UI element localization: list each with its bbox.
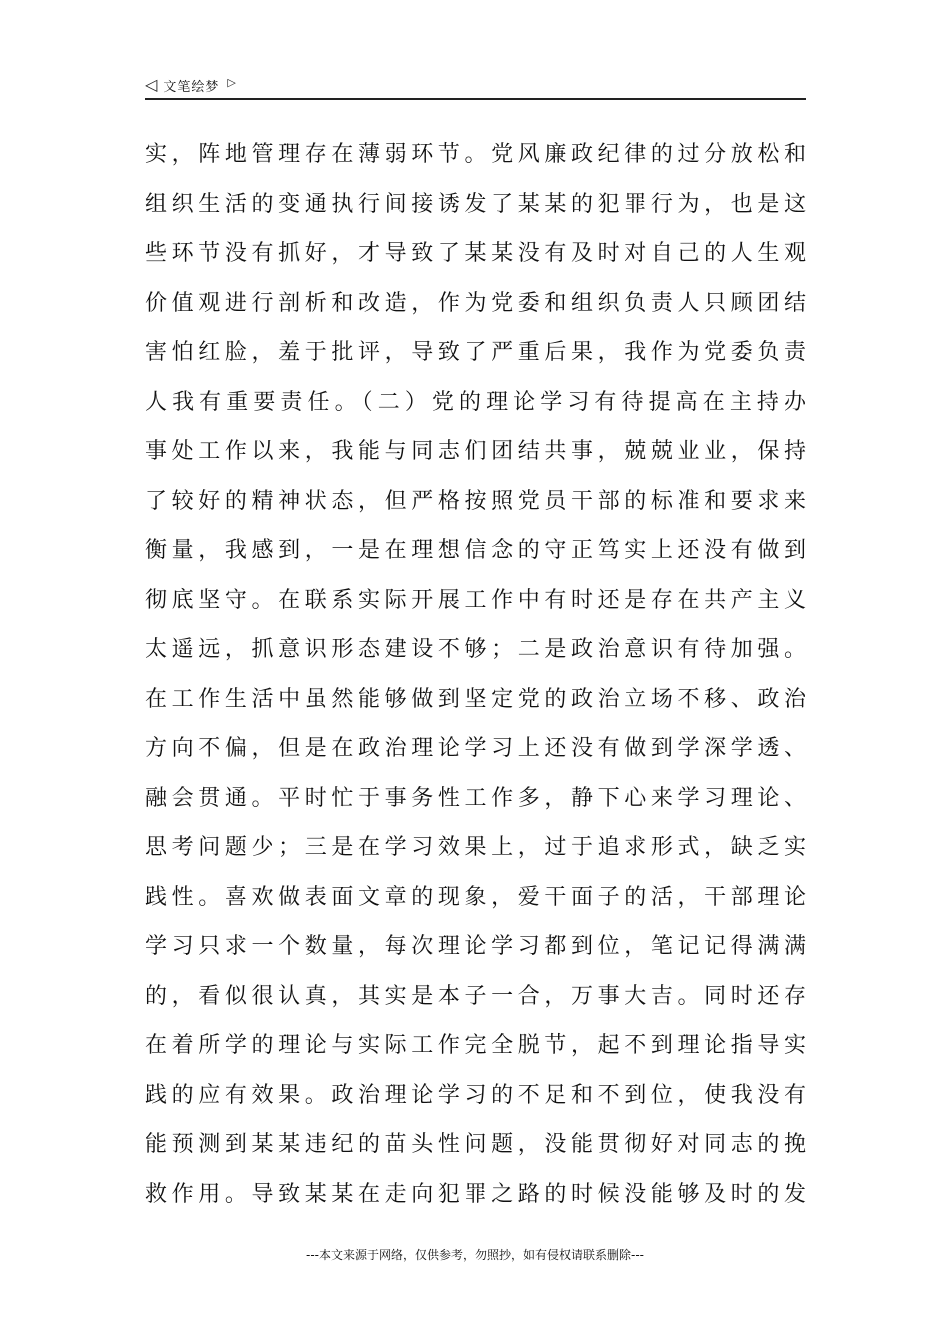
document-body xyxy=(145,130,806,1219)
body-line: 衡量，我感到，一是在理想信念的守正笃实上还没有做到 xyxy=(145,538,806,563)
body-line: 思考问题少；三是在学习效果上，过于追求形式，缺乏实 xyxy=(145,835,806,860)
header-title: 文笔绘梦 xyxy=(163,79,220,95)
page-footer: ---本文来源于网络，仅供参考，勿照抄，如有侵权请联系删除--- xyxy=(306,1248,644,1262)
body-line: 害怕红脸，羞于批评，导致了严重后果，我作为党委负责 xyxy=(145,340,806,365)
body-line: 在工作生活中虽然能够做到坚定党的政治立场不移、政治 xyxy=(145,686,806,712)
body-line: 彻底坚守。在联系实际开展工作中有时还是存在共产主义 xyxy=(145,587,806,613)
page-header xyxy=(145,72,806,100)
body-line: 些环节没有抓好，才导致了某某没有及时对自己的人生观 xyxy=(145,241,806,266)
body-line: 人我有重要责任。（二）党的理论学习有待提高在主持办 xyxy=(145,389,806,415)
body-line: 践的应有效果。政治理论学习的不足和不到位，使我没有 xyxy=(145,1082,806,1108)
body-line: 事处工作以来，我能与同志们团结共事，兢兢业业，保持 xyxy=(145,439,806,464)
body-line: 价值观进行剖析和改造，作为党委和组织负责人只顾团结 xyxy=(145,290,806,316)
right-triangle-icon: ▷ xyxy=(227,75,236,89)
body-line: 融会贯通。平时忙于事务性工作多，静下心来学习理论、 xyxy=(145,785,806,811)
body-line: 组织生活的变通执行间接诱发了某某的犯罪行为，也是这 xyxy=(145,191,806,217)
body-line: 太遥远，抓意识形态建设不够；二是政治意识有待加强。 xyxy=(145,637,806,662)
body-line: 方向不偏，但是在政治理论学习上还没有做到学深学透、 xyxy=(145,736,806,761)
body-line: 学习只求一个数量，每次理论学习都到位，笔记记得满满 xyxy=(145,934,806,959)
body-line: 在着所学的理论与实际工作完全脱节，起不到理论指导实 xyxy=(145,1033,806,1058)
body-line: 了较好的精神状态，但严格按照党员干部的标准和要求来 xyxy=(145,488,806,514)
body-line: 的，看似很认真，其实是本子一合，万事大吉。同时还存 xyxy=(145,983,806,1009)
left-triangle-icon: ◁ xyxy=(145,75,158,94)
body-line: 能预测到某某违纪的苗头性问题，没能贯彻好对同志的挽 xyxy=(145,1132,806,1157)
body-line: 实，阵地管理存在薄弱环节。党风廉政纪律的过分放松和 xyxy=(145,142,806,167)
body-line: 践性。喜欢做表面文章的现象，爱干面子的活，干部理论 xyxy=(145,884,806,910)
body-line: 救作用。导致某某在走向犯罪之路的时候没能够及时的发 xyxy=(145,1181,806,1207)
